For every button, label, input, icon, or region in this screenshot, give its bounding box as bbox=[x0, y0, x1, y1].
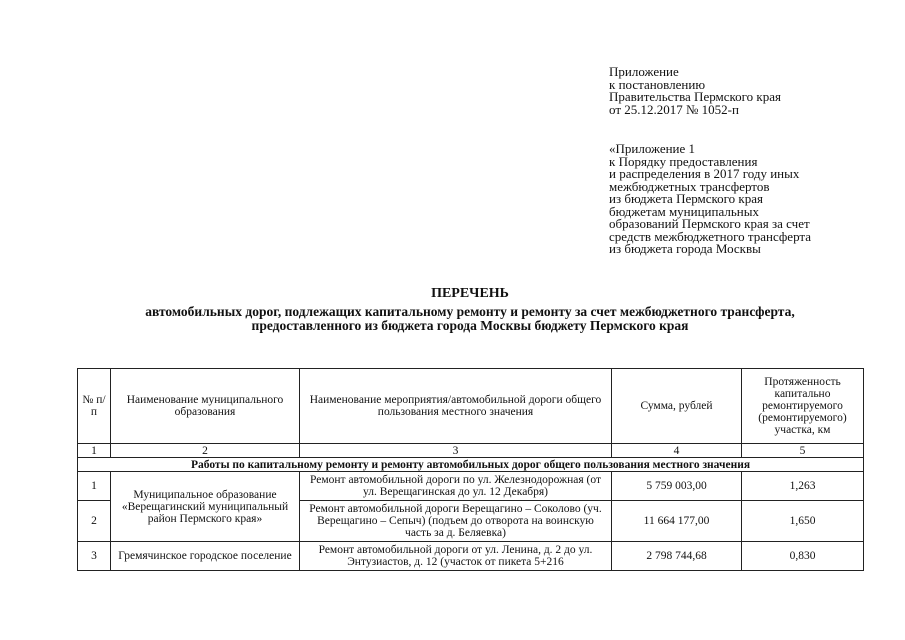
row-event: Ремонт автомобильной дороги по ул. Железнодорожная (от ул. Верещагинская до ул. 12 Декабря) bbox=[300, 472, 612, 501]
appendix-ref-line: к Порядку предоставления bbox=[609, 153, 758, 169]
appendix-ref-line: «Приложение 1 bbox=[609, 141, 696, 156]
appendix-header bbox=[609, 66, 781, 116]
appendix-reference bbox=[609, 143, 811, 256]
subtitle-line-2: предоставленного из бюджета города Москвы бюджету Пермского края bbox=[251, 318, 689, 333]
row-num: 3 bbox=[78, 542, 111, 571]
row-num: 1 bbox=[78, 472, 111, 501]
header-event: Наименование мероприятия/автомобильной дороги общего пользования местного значения bbox=[300, 369, 612, 444]
document-title: ПЕРЕЧЕНЬ bbox=[431, 286, 509, 301]
appendix-line: от 25.12.2017 № 1052-п bbox=[609, 101, 739, 117]
appendix-ref-line: бюджетам муниципальных bbox=[609, 203, 759, 219]
row-municipality: Муниципальное образование «Верещагинский муниципальный район Пермского края» bbox=[111, 472, 300, 542]
header-sum: Сумма, рублей bbox=[612, 369, 742, 444]
appendix-ref-line: из бюджета Пермского края bbox=[609, 191, 764, 206]
column-number: 2 bbox=[111, 444, 300, 458]
row-length: 1,263 bbox=[742, 472, 864, 501]
section-row bbox=[78, 458, 864, 472]
row-sum: 5 759 003,00 bbox=[612, 472, 742, 501]
row-event: Ремонт автомобильной дороги Верещагино – Соколово (уч. Верещагино – Сепыч) (подъем до отворота на воинскую часть за д. Беляевка) bbox=[300, 501, 612, 542]
row-length: 0,830 bbox=[742, 542, 864, 571]
row-num: 2 bbox=[78, 501, 111, 542]
header-num: № п/п bbox=[78, 369, 111, 444]
column-numbers-row bbox=[78, 444, 864, 458]
row-length: 1,650 bbox=[742, 501, 864, 542]
row-municipality: Гремячинское городское поселение bbox=[111, 542, 300, 571]
appendix-ref-line: из бюджета города Москвы bbox=[609, 241, 761, 256]
appendix-ref-line: и распределения в 2017 году иных bbox=[609, 166, 800, 181]
table-header-row bbox=[78, 369, 864, 444]
table-row bbox=[78, 542, 864, 571]
row-sum: 11 664 177,00 bbox=[612, 501, 742, 542]
column-number: 3 bbox=[300, 444, 612, 458]
appendix-line: Приложение bbox=[609, 64, 679, 79]
table-row bbox=[78, 472, 864, 501]
appendix-ref-line: межбюджетных трансфертов bbox=[609, 178, 770, 194]
appendix-ref-line: образований Пермского края за счет bbox=[609, 216, 810, 231]
column-number: 1 bbox=[78, 444, 111, 458]
appendix-line: к постановлению bbox=[609, 76, 706, 92]
document-subtitle bbox=[0, 305, 905, 333]
appendix-line: Правительства Пермского края bbox=[609, 89, 781, 104]
row-sum: 2 798 744,68 bbox=[612, 542, 742, 571]
column-number: 4 bbox=[612, 444, 742, 458]
subtitle-line-1: автомобильных дорог, подлежащих капитальному ремонту и ремонту за счет межбюджетного трансферта, bbox=[145, 304, 795, 319]
header-length: Протяженность капитально ремонтируемого (ремонтируемого) участка, км bbox=[742, 369, 864, 444]
section-title: Работы по капитальному ремонту и ремонту автомобильных дорог общего пользования местного значения bbox=[78, 458, 864, 472]
row-event: Ремонт автомобильной дороги от ул. Ленина, д. 2 до ул. Энтузиастов, д. 12 (участок от пикета 5+216 bbox=[300, 542, 612, 571]
header-municipality: Наименование муниципального образования bbox=[111, 369, 300, 444]
roads-table bbox=[77, 368, 864, 571]
column-number: 5 bbox=[742, 444, 864, 458]
appendix-ref-line: средств межбюджетного трансферта bbox=[609, 228, 812, 244]
